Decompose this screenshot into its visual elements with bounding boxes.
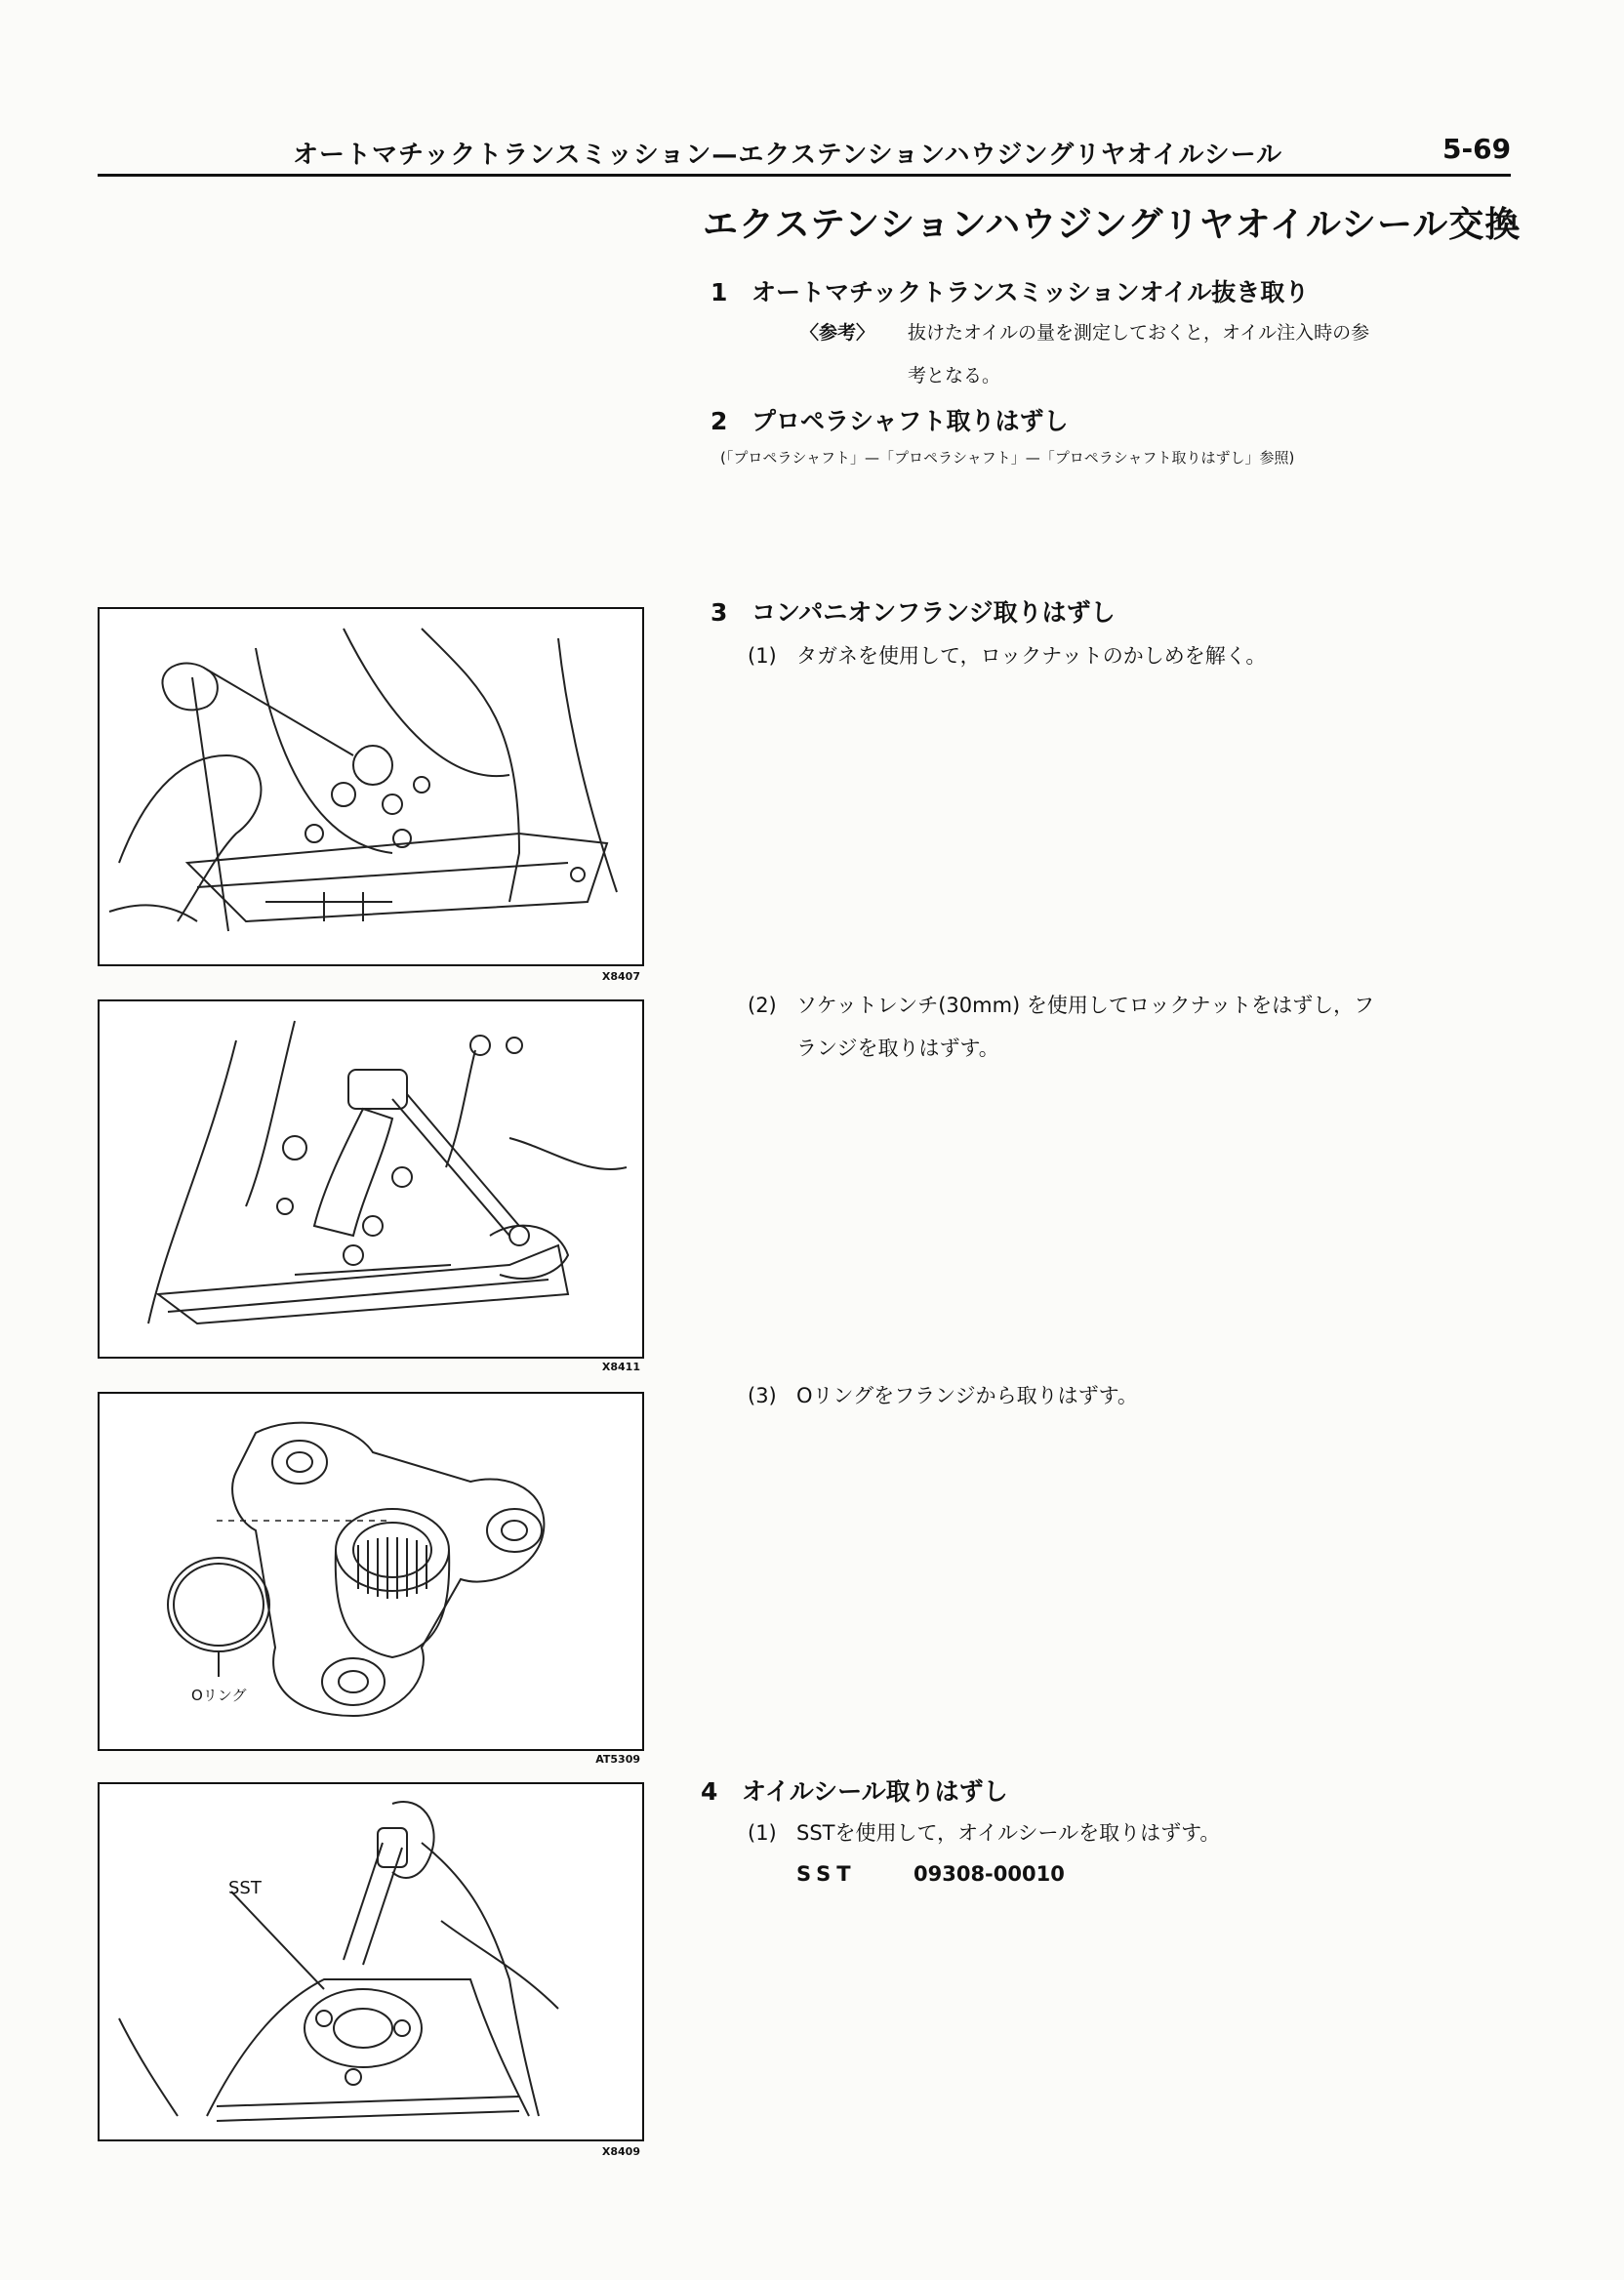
note-line-2: 考となる。: [908, 365, 1001, 387]
sub-number: (2): [748, 994, 777, 1017]
step-4: [701, 1772, 1008, 1808]
step-2: [710, 402, 1069, 437]
figure-id: X8407: [601, 970, 640, 983]
sub-text: ソケットレンチ(30mm) を使用してロックナットをはずし，フ: [796, 994, 1375, 1017]
sst-callout: SST: [228, 1878, 262, 1898]
page-number: 5-69: [1442, 133, 1512, 165]
step-2-number: 2: [710, 407, 728, 435]
figure-flange-oring: [98, 1392, 644, 1751]
running-header: オートマチックトランスミッション—エクステンションハウジングリヤオイルシール: [293, 141, 1283, 170]
sub-number: (1): [748, 644, 777, 668]
figure-chisel-locknut: [98, 607, 644, 966]
sub-number: (3): [748, 1384, 777, 1407]
header-rule: [98, 174, 1511, 177]
step-1-note: [800, 318, 1369, 345]
sub-text: SSTを使用して，オイルシールを取りはずす。: [796, 1821, 1221, 1845]
step-1: [710, 273, 1309, 308]
figure-id: X8411: [601, 1361, 640, 1373]
figure-socket-wrench: [98, 999, 644, 1359]
step-2-reference: (「プロペラシャフト」—「プロペラシャフト」—「プロペラシャフト取りはずし」参照): [720, 449, 1295, 467]
sub-text: Oリングをフランジから取りはずす。: [796, 1384, 1138, 1407]
step-1-title: オートマチックトランスミッションオイル抜き取り: [751, 278, 1310, 306]
step-3: [710, 593, 1116, 629]
sst-spec: [796, 1862, 1065, 1886]
step-3-number: 3: [710, 598, 728, 627]
sub-text: タガネを使用して，ロックナットのかしめを解く。: [796, 644, 1267, 668]
step-3-title: コンパニオンフランジ取りはずし: [751, 598, 1116, 627]
step-1-number: 1: [710, 278, 728, 306]
note-label: 〈参考〉: [800, 322, 875, 344]
step-3-sub-3: [748, 1380, 1138, 1409]
step-2-title: プロペラシャフト取りはずし: [751, 407, 1069, 435]
step-3-sub-2-cont: ランジを取りはずす。: [796, 1037, 999, 1060]
step-4-number: 4: [701, 1777, 718, 1806]
note-line-1: 抜けたオイルの量を測定しておくと，オイル注入時の参: [908, 322, 1370, 344]
sst-code: 09308-00010: [914, 1862, 1065, 1886]
oring-label: Oリング: [191, 1687, 247, 1704]
step-4-title: オイルシール取りはずし: [742, 1777, 1008, 1806]
figure-id: X8409: [601, 2145, 640, 2158]
section-title: エクステンションハウジングリヤオイルシール交換: [703, 205, 1522, 245]
step-3-sub-1: [748, 640, 1266, 670]
sub-number: (1): [748, 1821, 777, 1845]
sst-label: SST: [796, 1862, 857, 1886]
step-3-sub-2: [748, 990, 1374, 1019]
figure-sst-oil-seal: [98, 1782, 644, 2141]
step-4-sub-1: [748, 1817, 1220, 1847]
figure-id: AT5309: [595, 1753, 640, 1766]
